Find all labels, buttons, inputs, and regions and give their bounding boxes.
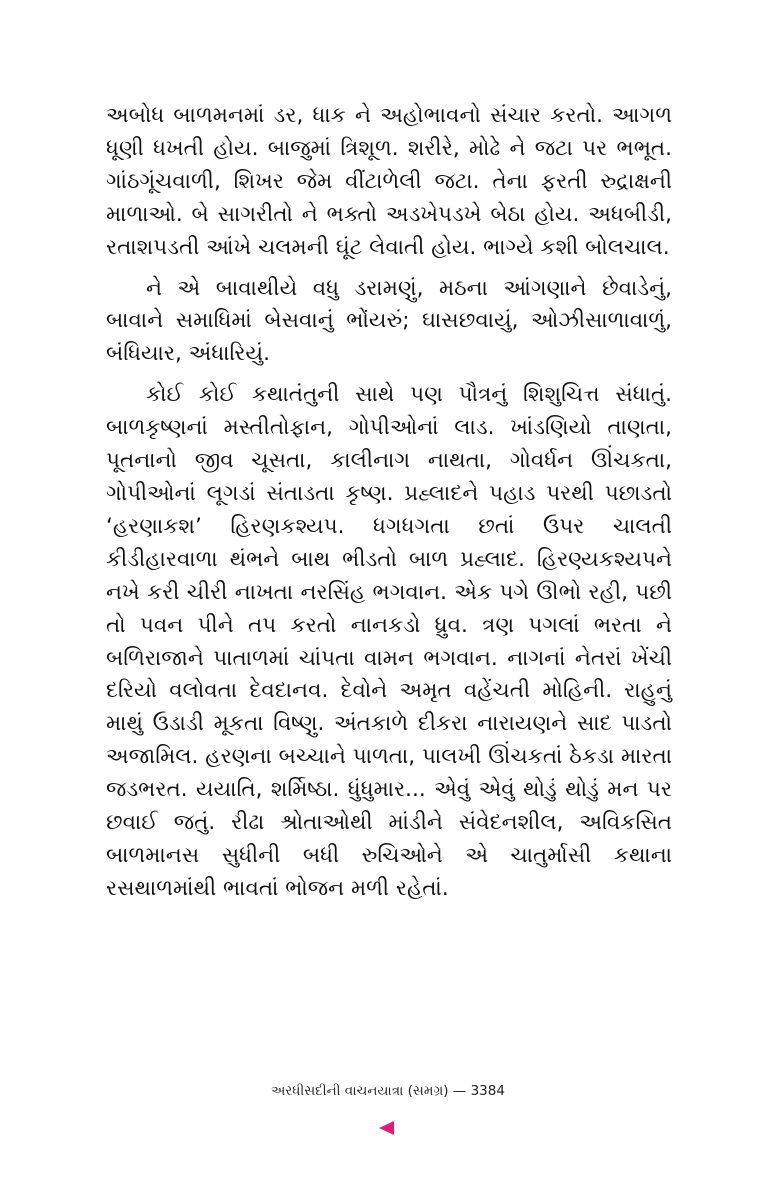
page-body [106,100,672,906]
paragraph-3: કોઈ કોઈ કથાતંતુની સાથે પણ પૌત્રનું શિશુચિત્ત સંધાતું. બાળકૃષ્ણનાં મસ્તીતોફાન, ગોપીઓનાં લાડ. ખાંડણિયો તાણતા, પૂતનાનો જીવ ચૂસતા, કાલીનાગ નાથતા, ગોવર્ધન ઊંચકતા, ગોપીઓનાં લૂગડાં સંતાડતા કૃષ્ણ. પ્રહ્લાદને પહાડ પરથી પછાડતો ‘હરણાકશ’ હિરણકશ્યપ. ધગધગતા છતાં ઉપર ચાલતી કીડીહારવાળા થંભને બાથ ભીડતો બાળ પ્રહ્લાદ. હિરણ્યકશ્યપને નખે કરી ચીરી નાખતા નરસિંહ ભગવાન. એક પગે ઊભો રહી, પછી તો પવન પીને તપ કરતો નાનકડો ધ્રુવ. ત્રણ પગલાં ભરતા ને બળિરાજાને પાતાળમાં ચાંપતા વામન ભગવાન. નાગનાં નેતરાં ખેંચી દરિયો વલોવતા દેવદાનવ. દેવોને અમૃત વહેંચતી મોહિની. રાહુનું માથું ઉડાડી મૂકતા વિષ્ણુ. અંતકાળે દીકરા નારાયણને સાદ પાડતો અજામિલ. હરણના બચ્ચાને પાળતા, પાલખી ઊંચકતાં ઠેકડા મારતા જડભરત. યયાતિ, શર્મિષ્ઠા. ધુંધુમાર... એવું એવું થોડું થોડું મન પર છવાઈ જતું. રીઢા શ્રોતાઓથી માંડીને સંવેદનશીલ, અવિકસિત બાળમાનસ સુધીની બધી રુચિઓને એ ચાતુર્માસી કથાના રસથાળમાંથી ભાવતાં ભોજન મળી રહેતાં. [106,382,672,901]
page-footer: અરધીસદીની વાચનયાત્રા (સમગ્ર) — 3384 [271,1083,505,1099]
paragraph-2: ને એ બાવાથીયે વધુ ડરામણું, મઠના આંગણાને છેવાડેનું, બાવાને સમાધિમાં બેસવાનું ભોંયરું; ઘાસછવાયું, ઓઝીસાળાવાળું, બંધિયાર, અંધારિયું. [106,275,672,367]
paragraph-1: અબોધ બાળમનમાં ડર, ધાક ને અહોભાવનો સંચાર કરતો. આગળ ધૂણી ધખતી હોય. બાજુમાં ત્રિશૂળ. શરીરે, મોઢે ને જટા પર ભભૂત. ગાંઠગૂંચવાળી, શિખર જેમ વીંટાળેલી જટા. તેના ફરતી રુદ્રાક્ષની માળાઓ. બે સાગરીતો ને ભક્તો અડખેપડખે બેઠા હોય. અધબીડી, રતાશપડતી આંખે ચલમની ઘૂંટ લેવાતી હોય. ભાગ્યે કશી બોલચાલ. [106,103,672,260]
previous-page-icon[interactable] [379,1121,394,1135]
